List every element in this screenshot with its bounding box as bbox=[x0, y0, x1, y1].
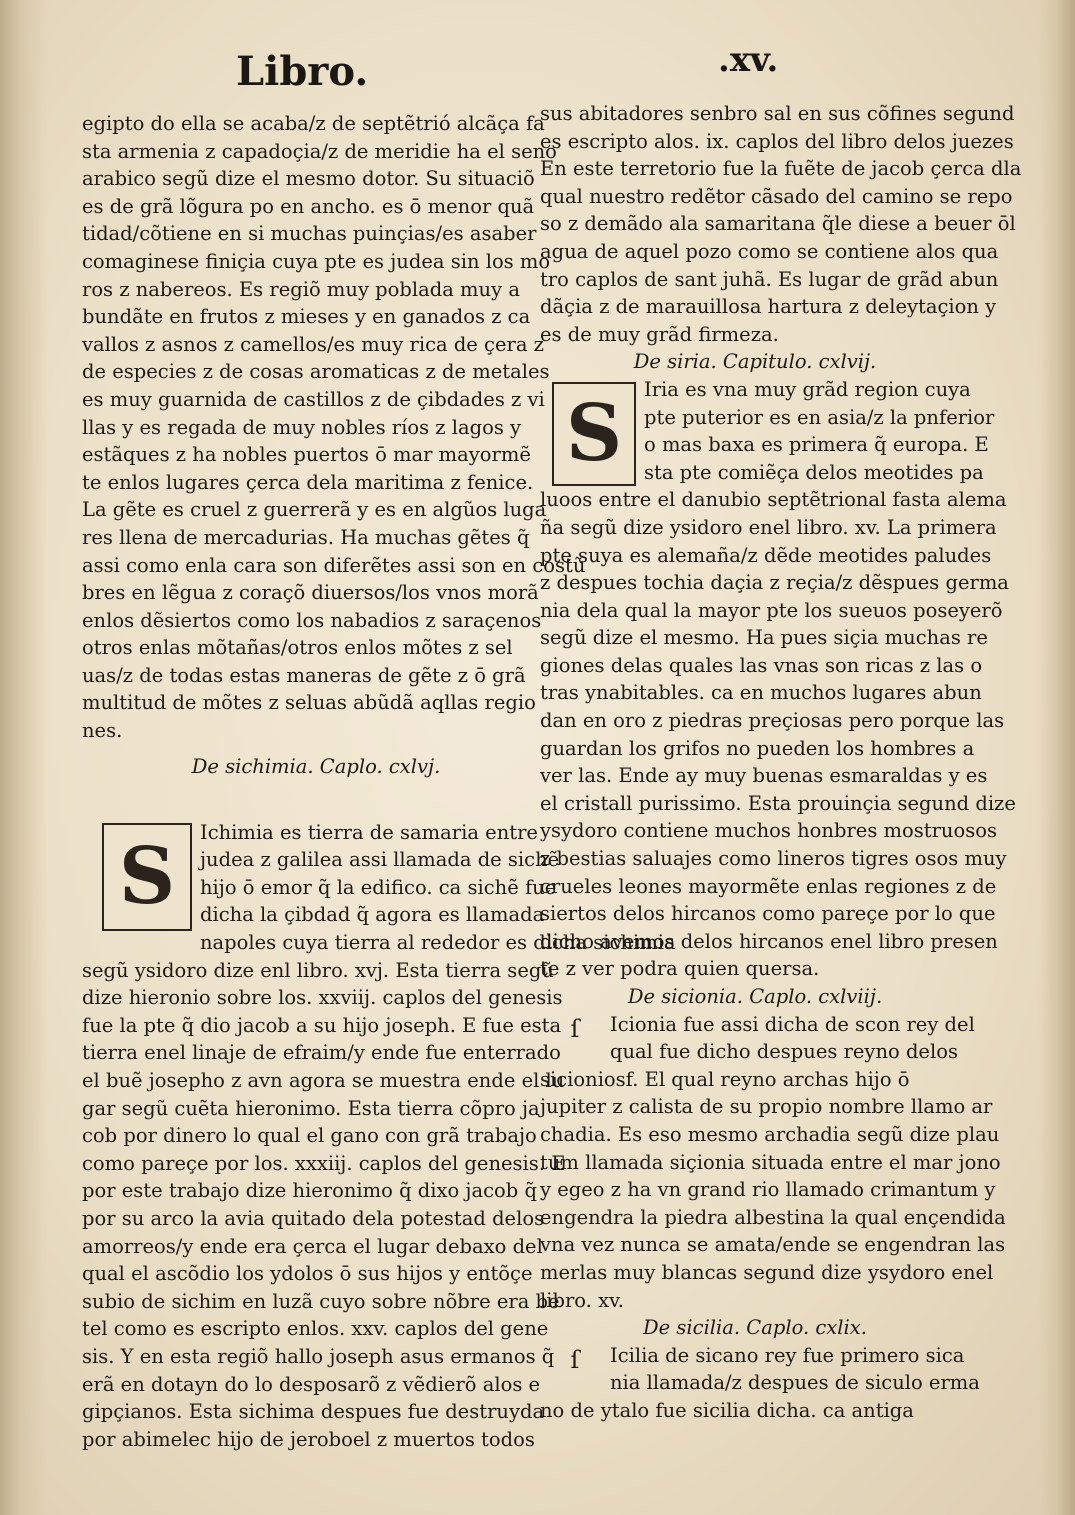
text-line: dicho avemos delos hircanos enel libro presen bbox=[540, 929, 998, 953]
text-line: dãçia z de marauillosa hartura z deleytaçion y bbox=[540, 295, 997, 319]
text-line: gipçianos. Esta sichima despues fue destruyda bbox=[82, 1400, 545, 1424]
text-line: giones delas quales las vnas son ricas z las o bbox=[540, 653, 983, 677]
text-line: ros z nabereos. Es regiõ muy poblada muy a bbox=[82, 277, 520, 301]
text-line: segũ ysidoro dize enl libro. xvj. Esta tierra segũ bbox=[82, 958, 554, 982]
text-line: Iria es vna muy grãd region cuya bbox=[644, 377, 971, 401]
sichimia-section bbox=[82, 819, 560, 929]
text-line: el buẽ josepho z avn agora se muestra ende el lu bbox=[82, 1069, 565, 1092]
text-line: es de grã lõgura po en ancho. es ō menor quã bbox=[82, 194, 535, 218]
page-edge-shadow bbox=[1039, 0, 1075, 1515]
text-line: Icilia de sicano rey fue primero sica bbox=[610, 1343, 965, 1367]
right-text-block bbox=[540, 100, 1022, 348]
text-line: ysydoro contiene muchos honbres mostruosos bbox=[540, 819, 997, 843]
text-line: multitud de mõtes z seluas abũdã aqllas regio bbox=[82, 691, 536, 715]
right-text-block-continued bbox=[540, 486, 1016, 983]
text-line: pte puterior es en asia/z la pnferior bbox=[644, 405, 995, 429]
text-line: Ichimia es tierra de samaria entre bbox=[200, 820, 538, 844]
text-line: egipto do ella se acaba/z de septẽtrió alcãça fa bbox=[82, 112, 545, 135]
text-line: uas/z de todas estas maneras de gẽte z ō grã bbox=[82, 663, 526, 687]
text-line: te z ver podra quien quersa. bbox=[540, 957, 820, 981]
text-line: tras ynabitables. ca en muchos lugares abun bbox=[540, 681, 982, 705]
text-line: por abimelec hijo de jeroboel z muertos todos bbox=[82, 1427, 535, 1451]
text-line: arabico segũ dize el mesmo dotor. Su situaciõ bbox=[82, 167, 535, 191]
text-line: dan en oro z piedras preçiosas pero porque las bbox=[540, 709, 1005, 733]
text-line: nia dela qual la mayor pte los sueuos poseyerõ bbox=[540, 598, 1003, 622]
text-line: agua de aquel pozo como se contiene alos qua bbox=[540, 239, 999, 263]
text-line: ver las. Ende ay muy buenas esmaraldas y es bbox=[540, 764, 988, 788]
text-line: por su arco la avia quitado dela potestad delos bbox=[82, 1206, 545, 1230]
section-heading-sichimia: De sichimia. Caplo. cxlvj. bbox=[191, 754, 441, 778]
text-line: luoos entre el danubio septẽtrional fasta alema bbox=[540, 488, 1007, 512]
text-line: res llena de mercadurias. Ha muchas gẽtes q̃ bbox=[82, 525, 530, 549]
text-line: qual nuestro redẽtor cãsado del camino se repo bbox=[540, 184, 1013, 208]
text-line: comaginese finiçia cuya pte es judea sin los mo bbox=[82, 249, 551, 273]
text-line: jupiter z calista de su propio nombre llamo ar bbox=[540, 1095, 993, 1119]
text-line: segũ dize el mesmo. Ha pues siçia muchas re bbox=[540, 626, 988, 650]
text-line: te enlos lugares çerca dela maritima z fenice. bbox=[82, 470, 534, 494]
text-line: erã en dotayn do lo desposarõ z vẽdierõ alos e bbox=[82, 1372, 541, 1396]
text-line: ña segũ dize ysidoro enel libro. xv. La primera bbox=[540, 515, 997, 539]
text-line: qual el ascõdio los ydolos ō sus hijos y entõçe bbox=[82, 1262, 533, 1286]
text-line: dize hieronio sobre los. xxviij. caplos del genesis bbox=[82, 986, 563, 1010]
text-line: pte suya es alemaña/z dẽde meotides paludes bbox=[540, 543, 992, 567]
right-column bbox=[540, 100, 1022, 1425]
text-line: el cristall purissimo. Esta prouinçia segund dize bbox=[540, 791, 1016, 815]
text-line: vna vez nunca se amata/ende se engendran las bbox=[540, 1233, 1006, 1257]
siria-section bbox=[540, 376, 995, 486]
guide-letter: ſ bbox=[570, 1014, 580, 1043]
text-line: fue la pte q̃ dio jacob a su hijo joseph. E fue esta bbox=[82, 1013, 562, 1037]
text-line: sicioniosf. El qual reyno archas hijo ō bbox=[540, 1067, 910, 1091]
text-line: siertos delos hircanos como pareçe por lo que bbox=[540, 902, 996, 926]
section-heading-sicilia: De sicilia. Caplo. cxlix. bbox=[643, 1316, 867, 1340]
text-line: z despues tochia daçia z reçia/z dẽspues germa bbox=[540, 571, 1009, 595]
decorated-initial-s: S bbox=[552, 382, 636, 486]
left-text-block-continued bbox=[82, 929, 676, 1453]
text-line: por este trabajo dize hieronimo q̃ dixo jacob q̃ bbox=[82, 1179, 537, 1203]
text-line: llas y es regada de muy nobles ríos z lagos y bbox=[82, 415, 522, 439]
text-line: otros enlas mõtañas/otros enlos mõtes z sel bbox=[82, 636, 513, 660]
text-line: es escripto alos. ix. caplos del libro delos juezes bbox=[540, 129, 1014, 153]
text-line: sis. Y en esta regiõ hallo joseph asus ermanos q̃ bbox=[82, 1344, 555, 1368]
text-line: cob por dinero lo qual el gano con grã trabajo bbox=[82, 1124, 537, 1148]
sicilia-section bbox=[540, 1342, 980, 1425]
section-heading-siria: De siria. Capitulo. cxlvij. bbox=[633, 350, 877, 374]
text-line: En este terretorio fue la fuẽte de jacob çerca dla bbox=[540, 157, 1022, 181]
text-line: sta armenia z capadoçia/z de meridie ha el seno bbox=[82, 139, 557, 163]
text-line: tierra enel linaje de efraim/y ende fue enterrado bbox=[82, 1041, 561, 1065]
sicionia-text-block bbox=[540, 1093, 1006, 1314]
text-line: engendra la piedra albestina la qual ençendida bbox=[540, 1205, 1006, 1229]
text-line: gar segũ cuẽta hieronimo. Esta tierra cõpro ja bbox=[82, 1096, 540, 1120]
text-line: z bestias saluajes como lineros tigres osos muy bbox=[540, 847, 1007, 871]
text-line: dicha la çibdad q̃ agora es llamada bbox=[200, 903, 545, 927]
text-line: nes. bbox=[82, 719, 123, 743]
text-line: guardan los grifos no pueden los hombres a bbox=[540, 736, 975, 760]
text-line: assi como enla cara son diferẽtes assi son en costũ bbox=[82, 553, 586, 577]
text-line: y egeo z ha vn grand rio llamado crimantum y bbox=[540, 1178, 996, 1202]
text-line: tum llamada siçionia situada entre el mar jono bbox=[540, 1150, 1001, 1174]
text-line: so z demãdo ala samaritana q̃le diese a beuer ōl bbox=[540, 212, 1016, 236]
text-line: o mas baxa es primera q̃ europa. E bbox=[644, 433, 989, 457]
text-line: nia llamada/z despues de siculo erma bbox=[610, 1371, 980, 1395]
text-line: sus abitadores senbro sal en sus cõfines segund bbox=[540, 102, 1015, 125]
text-line: vallos z asnos z camellos/es muy rica de çera z bbox=[82, 332, 544, 356]
section-heading-sicionia: De sicionia. Caplo. cxlviij. bbox=[627, 985, 883, 1008]
text-line: bundãte en frutos z mieses y en ganados z ca bbox=[82, 305, 531, 329]
text-line: libro. xv. bbox=[540, 1288, 624, 1312]
text-line: tidad/cõtiene en si muchas puinçias/es asaber bbox=[82, 222, 537, 246]
text-line: estãques z ha nobles puertos ō mar mayormẽ bbox=[82, 443, 531, 467]
text-line: como pareçe por los. xxxiij. caplos del genesis. E bbox=[82, 1151, 566, 1175]
text-line: qual fue dicho despues reyno delos bbox=[610, 1040, 958, 1064]
text-line: chadia. Es eso mesmo archadia segũ dize plau bbox=[540, 1122, 1000, 1146]
page-gutter-shadow bbox=[0, 0, 48, 1515]
text-line: napoles cuya tierra al rededor es dicha sichimia bbox=[200, 931, 676, 955]
folio-number: .xv. bbox=[718, 40, 779, 80]
text-line: de especies z de cosas aromaticas z de metales bbox=[82, 360, 550, 384]
text-line: subio de sichim en luzã cuyo sobre nõbre era be bbox=[82, 1289, 560, 1313]
text-line: tro caplos de sant juhã. Es lugar de grãd abun bbox=[540, 267, 999, 291]
running-title: Libro. bbox=[236, 48, 369, 95]
text-line: bres en lẽgua z coraçõ diuersos/los vnos morã bbox=[82, 581, 539, 605]
text-line: crueles leones mayormẽte enlas regiones z de bbox=[540, 874, 997, 898]
text-line: es muy guarnida de castillos z de çibdades z vi bbox=[82, 387, 545, 411]
text-line: no de ytalo fue sicilia dicha. ca antiga bbox=[540, 1398, 914, 1422]
guide-letter: ſ bbox=[570, 1345, 580, 1374]
text-line: hijo ō emor q̃ la edifico. ca sichẽ fue bbox=[200, 875, 557, 899]
text-line: Icionia fue assi dicha de scon rey del bbox=[610, 1012, 975, 1036]
text-line: merlas muy blancas segund dize ysydoro enel bbox=[540, 1260, 994, 1284]
text-line: enlos dẽsiertos como los nabadios z saraçenos bbox=[82, 608, 542, 632]
decorated-initial-s: S bbox=[102, 823, 192, 931]
text-line: judea z galilea assi llamada de sichẽ bbox=[200, 848, 560, 872]
sicionia-section bbox=[540, 1011, 975, 1094]
text-line: La gẽte es cruel z guerrerã y es en algũos luga bbox=[82, 498, 547, 522]
left-text-block bbox=[82, 110, 586, 745]
text-line: tel como es escripto enlos. xxv. caplos del gene bbox=[82, 1317, 549, 1341]
text-line: es de muy grãd firmeza. bbox=[540, 322, 779, 346]
text-line: amorreos/y ende era çerca el lugar debaxo del bbox=[82, 1234, 543, 1258]
text-line: sta pte comiẽça delos meotides pa bbox=[644, 460, 984, 484]
